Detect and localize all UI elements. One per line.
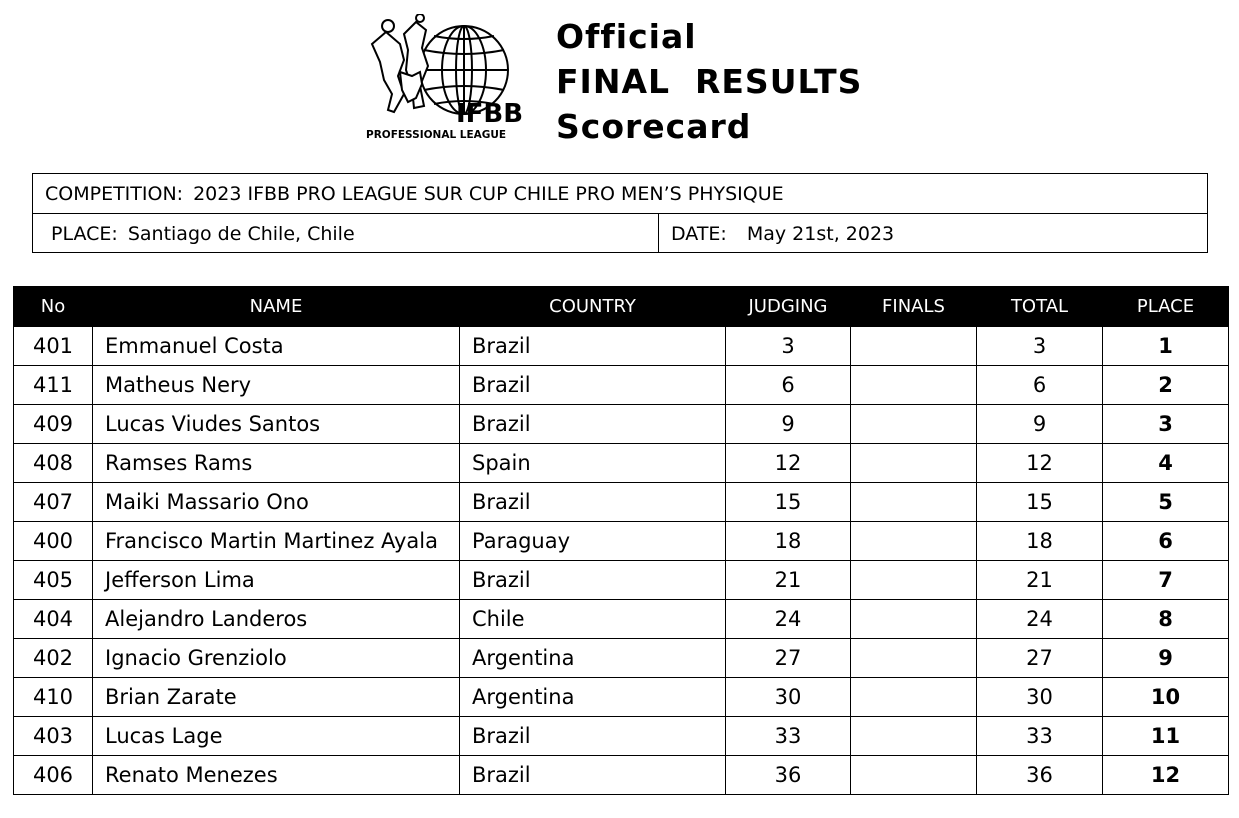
cell-country: Chile bbox=[460, 600, 726, 639]
cell-finals bbox=[851, 756, 977, 795]
cell-place: 2 bbox=[1103, 366, 1229, 405]
table-row bbox=[14, 327, 1229, 366]
cell-judging: 3 bbox=[726, 327, 851, 366]
table-row bbox=[14, 561, 1229, 600]
table-row bbox=[14, 678, 1229, 717]
header-no: No bbox=[14, 287, 93, 327]
cell-no: 409 bbox=[14, 405, 93, 444]
cell-finals bbox=[851, 717, 977, 756]
cell-place: 8 bbox=[1103, 600, 1229, 639]
logo-subtext: PROFESSIONAL LEAGUE bbox=[366, 129, 507, 141]
title-line-scorecard: Scorecard bbox=[556, 107, 752, 146]
cell-name: Lucas Viudes Santos bbox=[93, 405, 460, 444]
logo-ifbb-text: IFBB bbox=[456, 99, 524, 129]
cell-no: 411 bbox=[14, 366, 93, 405]
cell-place: 12 bbox=[1103, 756, 1229, 795]
header-place: PLACE bbox=[1103, 287, 1229, 327]
title-line-official: Official bbox=[556, 17, 697, 56]
table-header-row bbox=[14, 287, 1229, 327]
cell-no: 404 bbox=[14, 600, 93, 639]
cell-country: Brazil bbox=[460, 327, 726, 366]
cell-total: 21 bbox=[977, 561, 1103, 600]
cell-total: 9 bbox=[977, 405, 1103, 444]
date-value: May 21st, 2023 bbox=[746, 222, 895, 245]
ifbb-logo bbox=[360, 14, 540, 142]
cell-country: Brazil bbox=[460, 483, 726, 522]
cell-judging: 6 bbox=[726, 366, 851, 405]
cell-no: 408 bbox=[14, 444, 93, 483]
cell-place: 6 bbox=[1103, 522, 1229, 561]
cell-finals bbox=[851, 444, 977, 483]
cell-total: 24 bbox=[977, 600, 1103, 639]
cell-name: Alejandro Landeros bbox=[93, 600, 460, 639]
cell-country: Brazil bbox=[460, 405, 726, 444]
table-row bbox=[14, 600, 1229, 639]
cell-country: Argentina bbox=[460, 639, 726, 678]
cell-place: 1 bbox=[1103, 327, 1229, 366]
cell-place: 3 bbox=[1103, 405, 1229, 444]
cell-name: Jefferson Lima bbox=[93, 561, 460, 600]
table-row bbox=[14, 639, 1229, 678]
header-judging: JUDGING bbox=[726, 287, 851, 327]
cell-judging: 36 bbox=[726, 756, 851, 795]
cell-total: 36 bbox=[977, 756, 1103, 795]
cell-country: Spain bbox=[460, 444, 726, 483]
cell-no: 402 bbox=[14, 639, 93, 678]
place-value: Santiago de Chile, Chile bbox=[127, 222, 355, 245]
date-cell bbox=[659, 214, 894, 253]
document-title bbox=[556, 14, 862, 149]
cell-name: Ramses Rams bbox=[93, 444, 460, 483]
header-finals: FINALS bbox=[851, 287, 977, 327]
place-cell bbox=[33, 214, 659, 253]
header-total: TOTAL bbox=[977, 287, 1103, 327]
cell-finals bbox=[851, 522, 977, 561]
table-row bbox=[14, 483, 1229, 522]
cell-total: 30 bbox=[977, 678, 1103, 717]
place-label: PLACE: bbox=[51, 222, 118, 245]
cell-country: Argentina bbox=[460, 678, 726, 717]
cell-finals bbox=[851, 600, 977, 639]
cell-country: Brazil bbox=[460, 561, 726, 600]
cell-no: 407 bbox=[14, 483, 93, 522]
competition-value: 2023 IFBB PRO LEAGUE SUR CUP CHILE PRO MEN’S PHYSIQUE bbox=[193, 182, 784, 205]
cell-total: 15 bbox=[977, 483, 1103, 522]
table-row bbox=[14, 366, 1229, 405]
cell-place: 9 bbox=[1103, 639, 1229, 678]
cell-country: Brazil bbox=[460, 717, 726, 756]
cell-judging: 21 bbox=[726, 561, 851, 600]
cell-name: Renato Menezes bbox=[93, 756, 460, 795]
cell-judging: 12 bbox=[726, 444, 851, 483]
cell-judging: 9 bbox=[726, 405, 851, 444]
cell-name: Lucas Lage bbox=[93, 717, 460, 756]
cell-no: 400 bbox=[14, 522, 93, 561]
cell-judging: 15 bbox=[726, 483, 851, 522]
cell-total: 27 bbox=[977, 639, 1103, 678]
cell-judging: 24 bbox=[726, 600, 851, 639]
cell-name: Matheus Nery bbox=[93, 366, 460, 405]
cell-place: 11 bbox=[1103, 717, 1229, 756]
header-country: COUNTRY bbox=[460, 287, 726, 327]
cell-total: 3 bbox=[977, 327, 1103, 366]
header-name: NAME bbox=[93, 287, 460, 327]
cell-name: Brian Zarate bbox=[93, 678, 460, 717]
cell-total: 6 bbox=[977, 366, 1103, 405]
cell-name: Emmanuel Costa bbox=[93, 327, 460, 366]
cell-finals bbox=[851, 561, 977, 600]
table-row bbox=[14, 522, 1229, 561]
cell-country: Paraguay bbox=[460, 522, 726, 561]
table-row bbox=[14, 405, 1229, 444]
results-table bbox=[13, 286, 1229, 795]
cell-finals bbox=[851, 366, 977, 405]
cell-finals bbox=[851, 678, 977, 717]
cell-no: 401 bbox=[14, 327, 93, 366]
cell-place: 7 bbox=[1103, 561, 1229, 600]
cell-finals bbox=[851, 483, 977, 522]
cell-finals bbox=[851, 327, 977, 366]
cell-name: Maiki Massario Ono bbox=[93, 483, 460, 522]
cell-total: 18 bbox=[977, 522, 1103, 561]
date-label: DATE: bbox=[671, 222, 727, 245]
cell-no: 410 bbox=[14, 678, 93, 717]
cell-finals bbox=[851, 405, 977, 444]
cell-judging: 18 bbox=[726, 522, 851, 561]
cell-place: 4 bbox=[1103, 444, 1229, 483]
cell-place: 5 bbox=[1103, 483, 1229, 522]
cell-no: 405 bbox=[14, 561, 93, 600]
globe-athletes-icon bbox=[360, 14, 540, 142]
cell-country: Brazil bbox=[460, 756, 726, 795]
cell-no: 406 bbox=[14, 756, 93, 795]
cell-country: Brazil bbox=[460, 366, 726, 405]
cell-judging: 30 bbox=[726, 678, 851, 717]
cell-judging: 27 bbox=[726, 639, 851, 678]
table-row bbox=[14, 717, 1229, 756]
cell-finals bbox=[851, 639, 977, 678]
cell-no: 403 bbox=[14, 717, 93, 756]
competition-info-box bbox=[32, 173, 1208, 253]
competition-row bbox=[33, 174, 1207, 214]
competition-label: COMPETITION: bbox=[45, 182, 184, 205]
cell-name: Francisco Martin Martinez Ayala bbox=[93, 522, 460, 561]
cell-place: 10 bbox=[1103, 678, 1229, 717]
cell-total: 33 bbox=[977, 717, 1103, 756]
title-line-final-results: FINAL RESULTS bbox=[556, 62, 863, 101]
cell-name: Ignacio Grenziolo bbox=[93, 639, 460, 678]
table-row bbox=[14, 444, 1229, 483]
cell-total: 12 bbox=[977, 444, 1103, 483]
table-row bbox=[14, 756, 1229, 795]
cell-judging: 33 bbox=[726, 717, 851, 756]
